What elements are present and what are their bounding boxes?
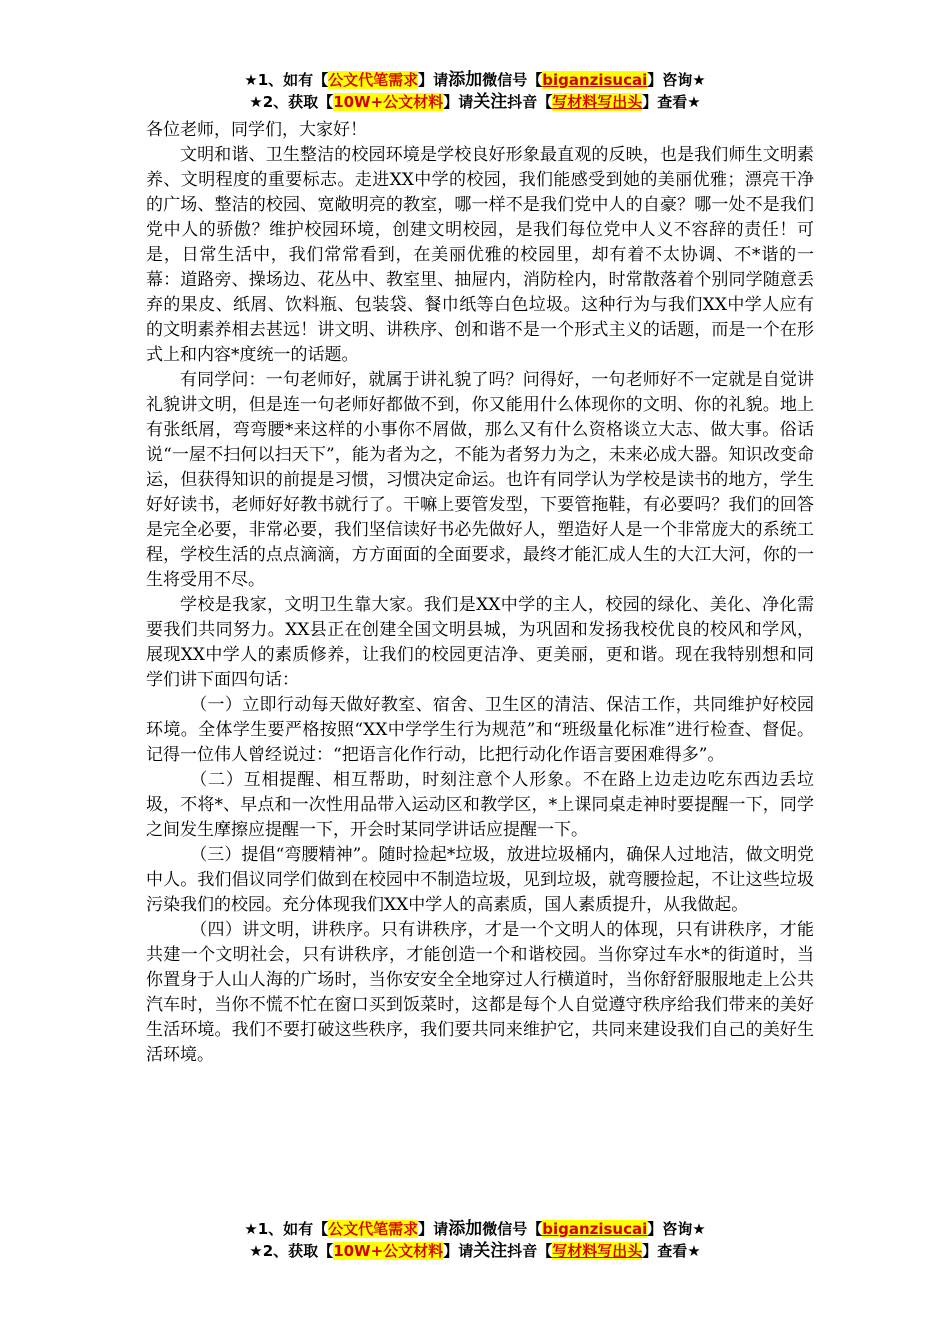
paragraph-point-4: （四）讲文明，讲秩序。只有讲秩序，才是一个文明人的体现，只有讲秩序，才能共建一个文明社会，只有讲秩序，才能创造一个和谐校园。当你穿过车水*的街道时，当你置身于人山人海的广场时，当你安安全全地穿过人行横道时，当你舒舒服服地走上公共汽车时，当你不慌不忙在窗口买到饭菜时，这都是每个人自觉遵守秩序给我们带来的美好生活环境。我们不要打破这些秩序，我们要共同来维护它，共同来建设我们自己的美好生活环境。: [146, 920, 814, 1065]
banner-1-middle-2: 微信号【: [482, 71, 543, 89]
banner-1-highlight-service: 公文代笔需求: [328, 71, 419, 89]
bottom-banner-2-middle: 】请: [443, 1242, 474, 1260]
bottom-banner-2-emphasis: 关注: [473, 1241, 508, 1261]
bottom-banner-1-middle: 】请: [418, 1220, 449, 1238]
banner-2-middle-2: 抖音【: [507, 93, 553, 111]
bottom-banner-1-highlight-service: 公文代笔需求: [328, 1220, 419, 1238]
bottom-banner-line-1: [0, 1218, 950, 1240]
top-banner: [0, 69, 950, 113]
bottom-banner-2-prefix: ★2、获取【: [249, 1242, 334, 1260]
bottom-banner-2-suffix: 】查看★: [642, 1242, 701, 1260]
banner-1-suffix: 】咨询★: [647, 71, 706, 89]
banner-1-emphasis: 添加: [448, 70, 483, 90]
paragraph-point-3: （三）提倡“弯腰精神”。随时捡起*垃圾，放进垃圾桶内，确保人过地洁，做文明党中人。我们倡议同学们做到在校园中不制造垃圾，见到垃圾，就弯腰捡起，不让这些垃圾污染我们的校园。充分体现我们XX中学人的高素质，国人素质提升，从我做起。: [146, 845, 814, 915]
banner-1-wechat-id[interactable]: biganzisucai: [542, 71, 648, 89]
bottom-banner-1-wechat-id[interactable]: biganzisucai: [542, 1220, 648, 1238]
paragraph-point-1: （一）立即行动每天做好教室、宿舍、卫生区的清洁、保洁工作，共同维护好校园环境。全体学生要严格按照“XX中学学生行为规范”和“班级量化标准”进行检查、督促。记得一位伟人曾经说过：“把语言化作行动，比把行动化作语言要困难得多”。: [146, 695, 814, 765]
bottom-banner-2-middle-2: 抖音【: [507, 1242, 553, 1260]
paragraph-intro: 文明和谐、卫生整洁的校园环境是学校良好形象最直观的反映，也是我们师生文明素养、文明程度的重要标志。走进XX中学的校园，我们能感受到她的美丽优雅；漂亮干净的广场、整洁的校园、宽敞明亮的教室，哪一样不是我们党中人的自豪？哪一处不是我们党中人的骄傲？维护校园环境，创建文明校园，是我们每位党中人义不容辞的责任！可是，日常生活中，我们常常看到，在美丽优雅的校园里，却有着不太协调、不*谐的一幕：道路旁、操场边、花丛中、教室里、抽屉内，消防栓内，时常散落着个别同学随意丢弃的果皮、纸屑、饮料瓶、包装袋、餐巾纸等白色垃圾。这种行为与我们XX中学人应有的文明素养相去甚远！讲文明、讲秩序、创和谐不是一个形式主义的话题，而是一个在形式上和内容*度统一的话题。: [146, 145, 814, 365]
bottom-banner-1-suffix: 】咨询★: [647, 1220, 706, 1238]
banner-2-douyin-account[interactable]: 写材料写出头: [552, 93, 643, 111]
document-body: [146, 118, 814, 1068]
banner-line-1: [0, 69, 950, 91]
banner-1-middle: 】请: [418, 71, 449, 89]
banner-line-2: [0, 91, 950, 113]
banner-2-suffix: 】查看★: [642, 93, 701, 111]
bottom-banner-1-prefix: ★1、如有【: [244, 1220, 329, 1238]
banner-1-prefix: ★1、如有【: [244, 71, 329, 89]
bottom-banner-line-2: [0, 1240, 950, 1262]
bottom-banner-2-douyin-account[interactable]: 写材料写出头: [552, 1242, 643, 1260]
bottom-banner-2-highlight-materials: 10W+公文材料: [333, 1242, 444, 1260]
paragraph-question: 有同学问：一句老师好，就属于讲礼貌了吗？问得好，一句老师好不一定就是自觉讲礼貌讲文明，但是连一句老师好都做不到，你又能用什么体现你的文明、你的礼貌。地上有张纸屑，弯弯腰*来这样的小事你不屑做，那么又有什么资格谈立大志、做大事。俗话说“一屋不扫何以扫天下”，能为者为之，不能为者努力为之，未来必成大器。知识改变命运，但获得知识的前提是习惯，习惯决定命运。也许有同学认为学校是读书的地方，学生好好读书，老师好好教书就行了。干嘛上要管发型，下要管拖鞋，有必要吗？我们的回答是完全必要，非常必要，我们坚信读好书必先做好人，塑造好人是一个非常庞大的系统工程，学校生活的点点滴滴，方方面面的全面要求，最终才能汇成人生的大江大河，你的一生将受用不尽。: [146, 370, 814, 590]
bottom-banner: [0, 1218, 950, 1262]
paragraph-point-2: （二）互相提醒、相互帮助，时刻注意个人形象。不在路上边走边吃东西边丢垃圾，不将*、早点和一次性用品带入运动区和教学区，*上课同桌走神时要提醒一下，同学之间发生摩擦应提醒一下，开会时某同学讲话应提醒一下。: [146, 770, 814, 840]
banner-2-middle: 】请: [443, 93, 474, 111]
banner-2-prefix: ★2、获取【: [249, 93, 334, 111]
paragraph-school-home: 学校是我家，文明卫生靠大家。我们是XX中学的主人，校园的绿化、美化、净化需要我们共同努力。XX县正在创建全国文明县城，为巩固和发扬我校优良的校风和学风，展现XX中学人的素质修养，让我们的校园更洁净、更美丽，更和谐。现在我特别想和同学们讲下面四句话：: [146, 595, 814, 690]
bottom-banner-1-middle-2: 微信号【: [482, 1220, 543, 1238]
banner-2-emphasis: 关注: [473, 92, 508, 112]
greeting: 各位老师，同学们，大家好！: [146, 120, 367, 140]
bottom-banner-1-emphasis: 添加: [448, 1219, 483, 1239]
banner-2-highlight-materials: 10W+公文材料: [333, 93, 444, 111]
